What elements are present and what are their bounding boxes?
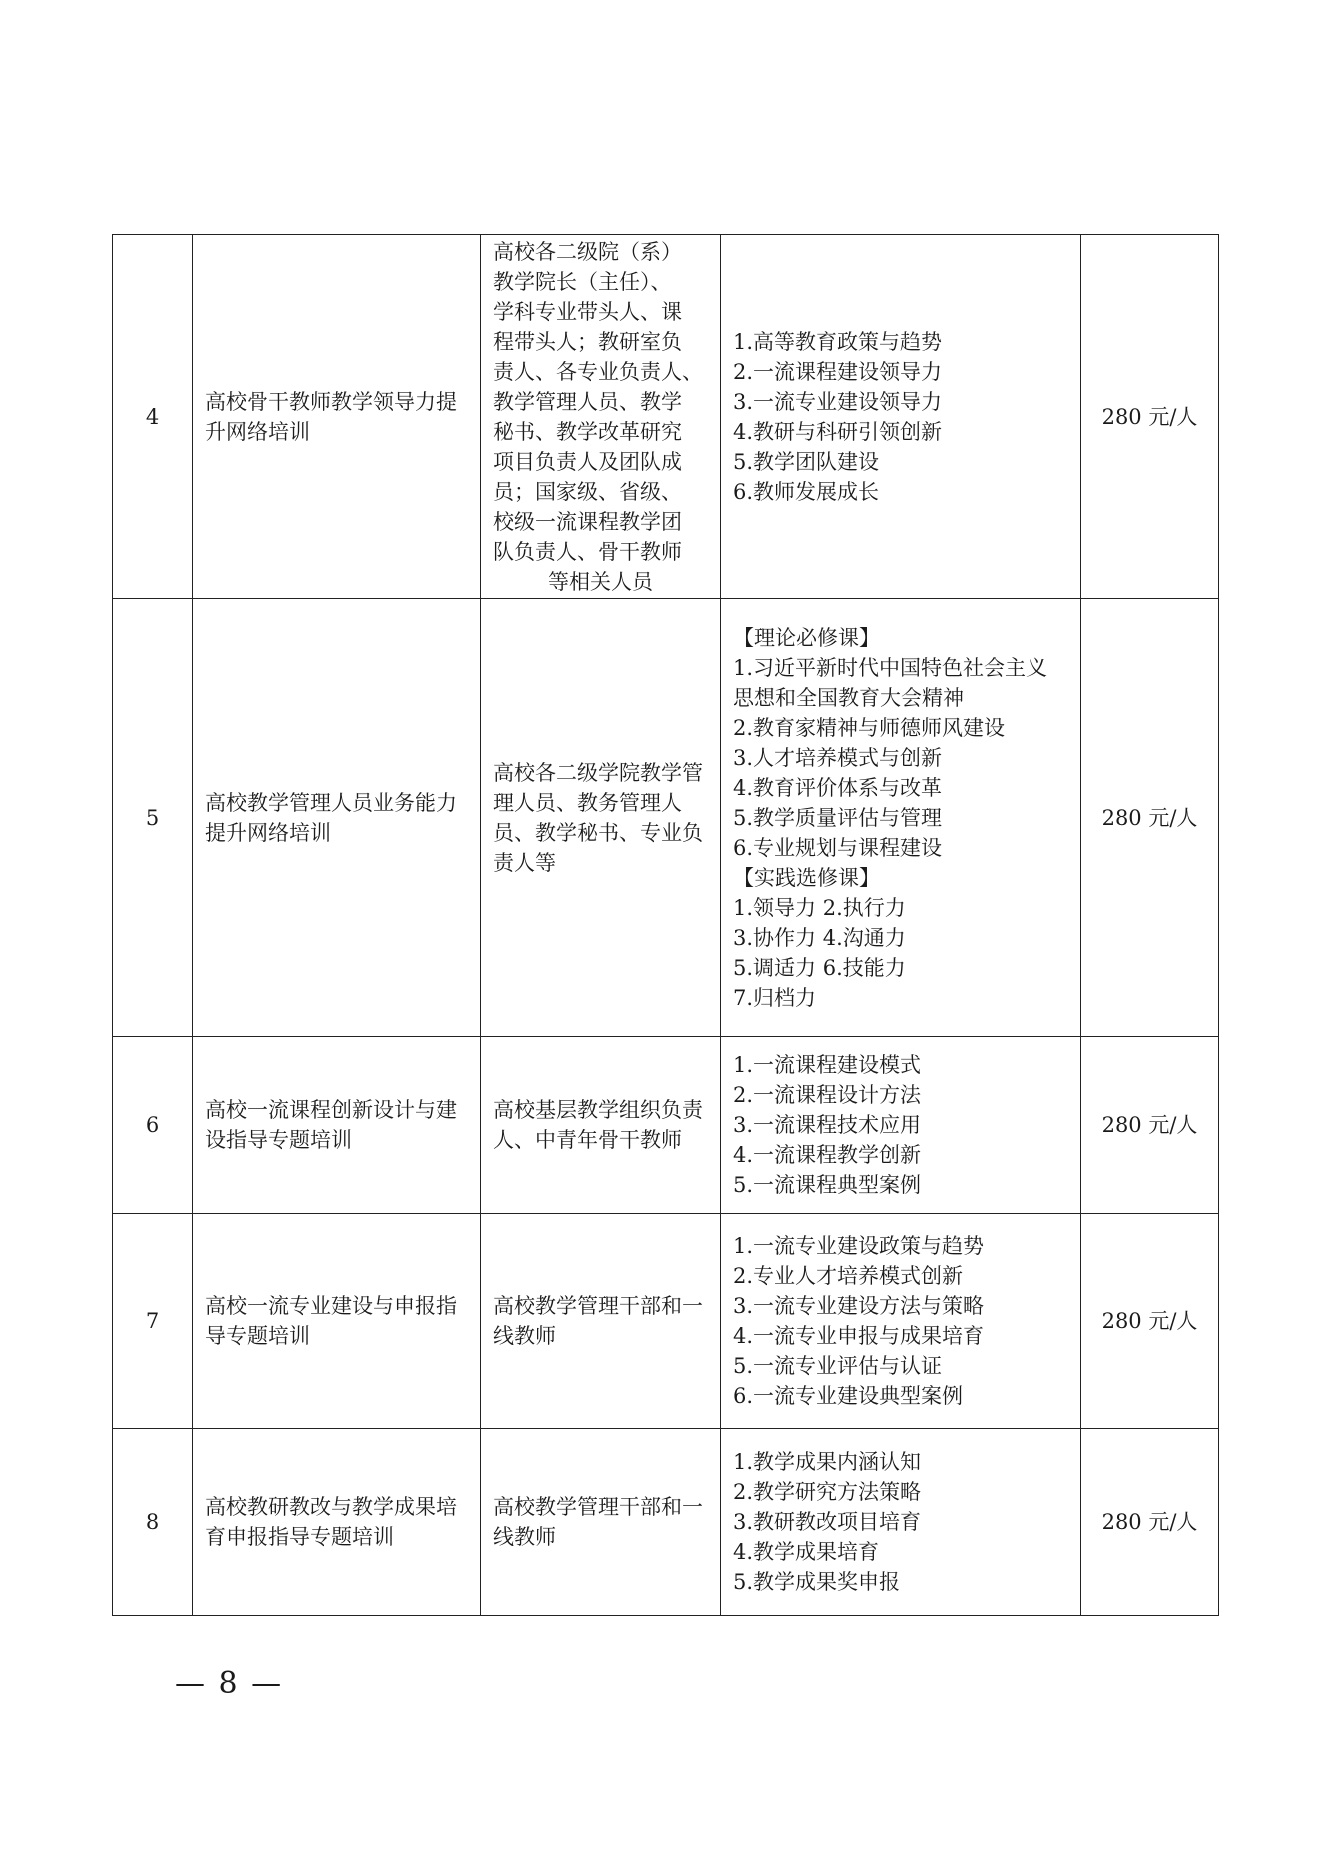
row-number: 5 [113, 599, 193, 1037]
audience-line: 程带头人；教研室负 [493, 329, 682, 354]
target-audience [481, 1037, 721, 1214]
target-audience [481, 235, 721, 599]
audience-line: 高校各二级学院教学管理人员、教务管理人员、教学秘书、专业负责人等 [493, 760, 703, 875]
content-heading: 【理论必修课】 [733, 625, 880, 650]
audience-line: 学科专业带头人、课 [493, 299, 682, 324]
course-content [721, 599, 1081, 1037]
content-item: 6.一流专业建设典型案例 [733, 1384, 964, 1408]
target-audience [481, 1214, 721, 1429]
audience-line: 高校教学管理干部和一线教师 [493, 1294, 703, 1348]
row-number: 7 [113, 1214, 193, 1429]
target-audience [481, 599, 721, 1037]
course-content [721, 1429, 1081, 1616]
row-number: 8 [113, 1429, 193, 1616]
course-name: 高校骨干教师教学领导力提升网络培训 [193, 235, 481, 599]
content-item: 1.一流专业建设政策与趋势 [733, 1234, 985, 1258]
audience-line: 教学管理人员、教学 [493, 389, 682, 414]
training-course-table [112, 234, 1219, 1616]
content-item: 5.教学成果奖申报 [733, 1570, 901, 1594]
content-item: 4.教学成果培育 [733, 1540, 880, 1564]
audience-line: 等相关人员 [548, 569, 653, 594]
content-item: 5.教学团队建设 [733, 449, 880, 474]
audience-line: 高校教学管理干部和一线教师 [493, 1495, 703, 1549]
content-item: 6.教师发展成长 [733, 479, 880, 504]
course-content [721, 1214, 1081, 1429]
course-name: 高校一流专业建设与申报指导专题培训 [193, 1214, 481, 1429]
content-item: 5.教学质量评估与管理 [733, 805, 943, 830]
target-audience [481, 1429, 721, 1616]
content-item: 3.一流专业建设方法与策略 [733, 1294, 985, 1318]
row-number: 4 [113, 235, 193, 599]
audience-line: 教学院长（主任）、 [493, 269, 672, 294]
audience-line: 高校各二级院（系） [493, 239, 682, 264]
audience-line: 高校基层教学组织负责人、中青年骨干教师 [493, 1098, 703, 1152]
content-item: 4.教研与科研引领创新 [733, 419, 943, 444]
course-content [721, 1037, 1081, 1214]
price: 280 元/人 [1081, 1037, 1219, 1214]
audience-line: 项目负责人及团队成 [493, 449, 682, 474]
content-item: 3.人才培养模式与创新 [733, 745, 943, 770]
course-content [721, 235, 1081, 599]
content-item: 3.教研教改项目培育 [733, 1510, 922, 1534]
content-item: 3.协作力 4.沟通力 [733, 925, 906, 950]
content-item: 1.教学成果内涵认知 [733, 1450, 922, 1474]
course-name: 高校教学管理人员业务能力提升网络培训 [193, 599, 481, 1037]
content-item: 5.一流课程典型案例 [733, 1173, 922, 1197]
content-item: 4.教育评价体系与改革 [733, 775, 943, 800]
price: 280 元/人 [1081, 1214, 1219, 1429]
audience-line: 员；国家级、省级、 [493, 479, 682, 504]
table-row [113, 235, 1219, 599]
content-item: 5.调适力 6.技能力 [733, 955, 906, 980]
table-row [113, 1037, 1219, 1214]
course-name: 高校一流课程创新设计与建设指导专题培训 [193, 1037, 481, 1214]
content-heading: 【实践选修课】 [733, 865, 880, 890]
content-item: 5.一流专业评估与认证 [733, 1354, 943, 1378]
content-item: 6.专业规划与课程建设 [733, 835, 943, 860]
content-item: 1.习近平新时代中国特色社会主义思想和全国教育大会精神 [733, 655, 1048, 710]
price: 280 元/人 [1081, 599, 1219, 1037]
content-item: 2.教育家精神与师德师风建设 [733, 715, 1006, 740]
content-item: 2.专业人才培养模式创新 [733, 1264, 964, 1288]
price: 280 元/人 [1081, 1429, 1219, 1616]
content-item: 4.一流课程教学创新 [733, 1143, 922, 1167]
content-item: 7.归档力 [733, 985, 817, 1010]
audience-line: 队负责人、骨干教师 [493, 539, 682, 564]
table-body [113, 235, 1219, 1616]
course-name: 高校教研教改与教学成果培育申报指导专题培训 [193, 1429, 481, 1616]
page-number: — 8 — [175, 1666, 284, 1701]
table-row [113, 1429, 1219, 1616]
content-item: 2.一流课程设计方法 [733, 1083, 922, 1107]
row-number: 6 [113, 1037, 193, 1214]
table-row [113, 1214, 1219, 1429]
content-item: 2.教学研究方法策略 [733, 1480, 922, 1504]
content-item: 1.一流课程建设模式 [733, 1053, 922, 1077]
content-item: 1.领导力 2.执行力 [733, 895, 906, 920]
content-item: 3.一流课程技术应用 [733, 1113, 922, 1137]
audience-line: 责人、各专业负责人、 [493, 359, 703, 384]
audience-line: 秘书、教学改革研究 [493, 419, 682, 444]
content-item: 4.一流专业申报与成果培育 [733, 1324, 985, 1348]
table-row [113, 599, 1219, 1037]
audience-line: 校级一流课程教学团 [493, 509, 682, 534]
content-item: 2.一流课程建设领导力 [733, 359, 943, 384]
content-item: 1.高等教育政策与趋势 [733, 329, 943, 354]
price: 280 元/人 [1081, 235, 1219, 599]
content-item: 3.一流专业建设领导力 [733, 389, 943, 414]
